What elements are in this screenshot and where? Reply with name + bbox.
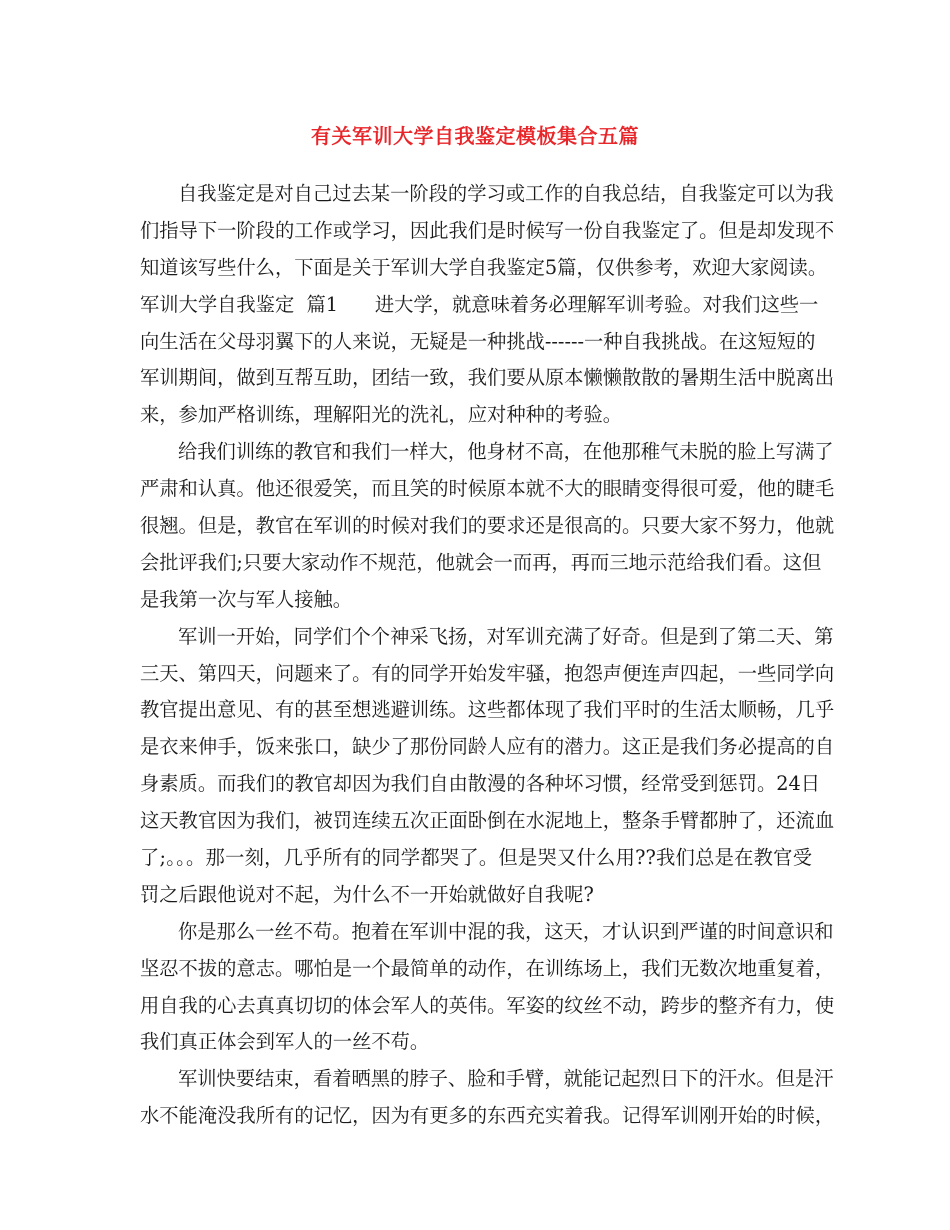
paragraph-line: 们指导下一阶段的工作或学习，因此我们是时候写一份自我鉴定了。但是却发现不 [140, 218, 835, 242]
paragraph-line: 教官提出意见、有的甚至想逃避训练。这些都体现了我们平时的生活太顺畅，几乎 [140, 698, 835, 722]
document-body [140, 176, 835, 1135]
paragraph-line: 坚忍不拔的意志。哪怕是一个最简单的动作，在训练场上，我们无数次地重复着， [140, 956, 835, 980]
paragraph-line: 很翘。但是，教官在军训的时候对我们的要求还是很高的。只要大家不努力，他就 [140, 514, 835, 538]
paragraph-line: 身素质。而我们的教官却因为我们自由散漫的各种坏习惯，经常受到惩罚。24日 [140, 772, 821, 796]
paragraph-line: 严肃和认真。他还很爱笑，而且笑的时候原本就不大的眼睛变得很可爱，他的睫毛 [140, 477, 835, 501]
paragraph-first-line: 军训快要结束，看着晒黑的脖子、脸和手臂，就能记起烈日下的汗水。但是汗 [178, 1067, 834, 1091]
paragraph-first-line: 你是那么一丝不苟。抱着在军训中混的我，这天，才认识到严谨的时间意识和 [178, 919, 834, 943]
paragraph-line: 是衣来伸手，饭来张口，缺少了那份同龄人应有的潜力。这正是我们务必提高的自 [140, 735, 835, 759]
paragraph-first-line: 军训一开始，同学们个个神采飞扬，对军训充满了好奇。但是到了第二天、第 [178, 624, 834, 648]
paragraph-line: 军训期间，做到互帮互助，团结一致，我们要从原本懒懒散散的暑期生活中脱离出 [140, 366, 835, 390]
paragraph-first-line: 给我们训练的教官和我们一样大，他身材不高，在他那稚气未脱的脸上写满了 [178, 440, 834, 464]
paragraph-first-line: 自我鉴定是对自己过去某一阶段的学习或工作的自我总结，自我鉴定可以为我 [178, 182, 834, 205]
paragraph-line: 向生活在父母羽翼下的人来说，无疑是一种挑战------一种自我挑战。在这短短的 [140, 329, 816, 353]
paragraph-line: 军训大学自我鉴定 篇1 进大学，就意味着务必理解军训考验。对我们这些一 [140, 292, 819, 316]
paragraph-line: 罚之后跟他说对不起，为什么不一开始就做好自我呢? [140, 882, 594, 906]
paragraph-line: 会批评我们;只要大家动作不规范，他就会一而再，再而三地示范给我们看。这但 [140, 550, 822, 574]
paragraph-line: 水不能淹没我所有的记忆，因为有更多的东西充实着我。记得军训刚开始的时候， [140, 1104, 835, 1128]
paragraph-line: 来，参加严格训练，理解阳光的洗礼，应对种种的考验。 [140, 403, 623, 427]
paragraph-line: 知道该写些什么，下面是关于军训大学自我鉴定5篇，仅供参考，欢迎大家阅读。 [140, 255, 828, 279]
document-title: 有关军训大学自我鉴定模板集合五篇 [311, 124, 639, 148]
paragraph-line: 我们真正体会到军人的一丝不苟。 [140, 1030, 430, 1054]
paragraph-line: 了;。。。那一刻，几乎所有的同学都哭了。但是哭又什么用??我们总是在教官受 [140, 846, 812, 870]
paragraph-line: 用自我的心去真真切切的体会军人的英伟。军姿的纹丝不动，跨步的整齐有力，使 [140, 993, 835, 1017]
paragraph-line: 这天教官因为我们，被罚连续五次正面卧倒在水泥地上，整条手臂都肿了，还流血 [140, 809, 835, 833]
paragraph-line: 三天、第四天，问题来了。有的同学开始发牢骚，抱怨声便连声四起，一些同学向 [140, 661, 835, 685]
paragraph-line: 是我第一次与军人接触。 [140, 587, 353, 611]
